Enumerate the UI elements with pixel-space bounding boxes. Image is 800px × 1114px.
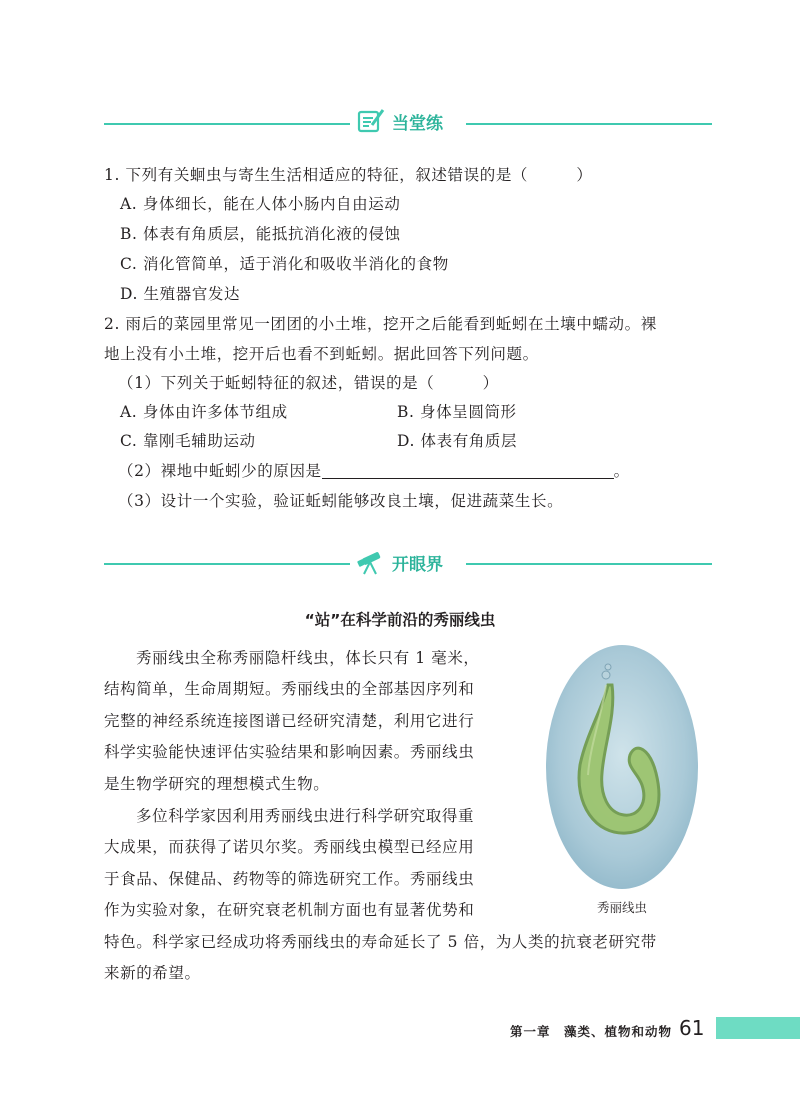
article-paragraph-2 [104, 801, 524, 927]
text-line: 特色。科学家已经成功将秀丽线虫的寿命延长了 5 倍，为人类的抗衰老研究带 [104, 933, 657, 951]
text-line: 大成果，而获得了诺贝尔奖。秀丽线虫模型已经应用 [104, 838, 475, 857]
footer-accent-bar [716, 1017, 800, 1039]
section-divider-left [104, 123, 350, 125]
section-header-broaden [356, 549, 443, 575]
page-number: 61 [679, 1016, 705, 1040]
text-line: 于食品、保健品、药物等的筛选研究工作。秀丽线虫 [104, 869, 475, 888]
text-line: 秀丽线虫全称秀丽隐杆线虫，体长只有 1 毫米， [136, 649, 480, 667]
text-line: 是生物学研究的理想模式生物。 [104, 774, 330, 793]
question-2-sub2 [118, 461, 630, 481]
section-divider-left [104, 563, 350, 565]
question-2-sub3: （3）设计一个实验，验证蚯蚓能够改良土壤，促进蔬菜生长。 [118, 492, 564, 510]
question-2-stem-line2: 地上没有小土堆，挖开后也看不到蚯蚓。据此回答下列问题。 [104, 345, 539, 363]
question-1-option-c: C. 消化管简单，适于消化和吸收半消化的食物 [120, 255, 449, 273]
text-line: 作为实验对象，在研究衰老机制方面也有显著优势和 [104, 901, 475, 920]
section-header-practice [356, 108, 443, 134]
telescope-icon [356, 549, 386, 575]
text-line: 多位科学家因利用秀丽线虫进行科学研究取得重 [136, 807, 475, 825]
article-title: “站”在科学前沿的秀丽线虫 [304, 611, 496, 629]
text-line: 科学实验能快速评估实验结果和影响因素。秀丽线虫 [104, 743, 475, 762]
question-2-sub2-suffix: 。 [613, 462, 630, 480]
question-2-sub1: （1）下列关于蚯蚓特征的叙述，错误的是（ ） [118, 374, 499, 392]
section-divider-right [466, 563, 712, 565]
answer-blank[interactable] [322, 462, 614, 479]
question-2-sub1-option-a: A. 身体由许多体节组成 [120, 403, 288, 421]
section-divider-right [466, 123, 712, 125]
question-1-stem: 1. 下列有关蛔虫与寄生生活相适应的特征，叙述错误的是（ ） [104, 166, 593, 184]
chapter-title: 第一章 藻类、植物和动物 [510, 1024, 673, 1039]
question-1-option-a: A. 身体细长，能在人体小肠内自由运动 [120, 195, 401, 213]
pencil-note-icon [356, 108, 386, 134]
question-2-sub1-option-d: D. 体表有角质层 [397, 432, 518, 450]
nematode-micrograph [546, 645, 698, 889]
question-2-sub1-option-b: B. 身体呈圆筒形 [397, 403, 517, 421]
image-caption: 秀丽线虫 [596, 900, 647, 915]
article-paragraph-2-tail [104, 927, 724, 990]
text-line: 完整的神经系统连接图谱已经研究清楚，利用它进行 [104, 711, 475, 730]
article-paragraph-1 [104, 643, 524, 800]
question-2-sub2-prefix: （2）裸地中蚯蚓少的原因是 [118, 462, 322, 480]
question-2-stem-line1: 2. 雨后的菜园里常见一团团的小土堆，挖开之后能看到蚯蚓在土壤中蠕动。裸 [104, 315, 657, 333]
question-2-sub1-option-c: C. 靠刚毛辅助运动 [120, 432, 256, 450]
text-line: 结构简单，生命周期短。秀丽线虫的全部基因序列和 [104, 680, 475, 699]
section-title: 当堂练 [392, 113, 443, 134]
question-1-option-b: B. 体表有角质层，能抵抗消化液的侵蚀 [120, 225, 401, 243]
section-title: 开眼界 [392, 554, 443, 575]
question-1-option-d: D. 生殖器官发达 [120, 285, 241, 303]
text-line: 来新的希望。 [104, 964, 201, 983]
